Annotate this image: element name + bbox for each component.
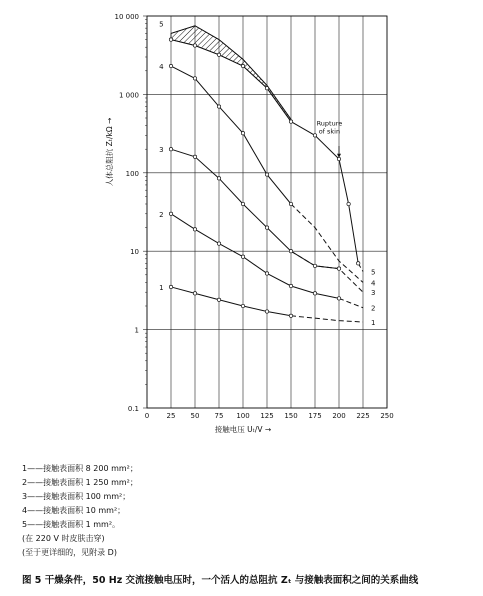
chart-grid bbox=[147, 16, 387, 408]
series-4-point bbox=[193, 77, 196, 80]
legend-note-breakdown: (在 220 V 时皮肤击穿) bbox=[22, 534, 105, 543]
series-5-point bbox=[347, 202, 350, 205]
series-3-point bbox=[169, 147, 172, 150]
y-axis-label: 人体总阻抗 Zₜ/kΩ → bbox=[105, 117, 114, 187]
x-tick-label: 25 bbox=[166, 412, 176, 420]
series-5-end-label: 5 bbox=[371, 268, 376, 277]
series-3-point bbox=[313, 264, 316, 267]
curve-number-label: 3 bbox=[159, 146, 164, 155]
legend bbox=[22, 462, 138, 560]
series-2-point bbox=[169, 212, 172, 215]
legend-line-4: 4——接触表面积 10 mm²； bbox=[22, 506, 126, 515]
y-tick-label: 1 bbox=[134, 326, 139, 335]
series-group bbox=[169, 38, 363, 322]
series-5-point bbox=[217, 53, 220, 56]
curve-number-label: 4 bbox=[159, 63, 164, 72]
x-tick-label: 175 bbox=[308, 412, 322, 420]
legend-line-5: 5——接触表面积 1 mm²。 bbox=[22, 520, 121, 529]
series-1-point bbox=[289, 314, 292, 317]
curve-number-label: 1 bbox=[159, 283, 164, 292]
series-3-point bbox=[337, 267, 340, 270]
series-5-point bbox=[193, 44, 196, 47]
hatched-band bbox=[171, 26, 291, 122]
series-5-point bbox=[169, 38, 172, 41]
curve-number-label: 2 bbox=[159, 210, 164, 219]
series-3-point bbox=[289, 250, 292, 253]
series-1-point bbox=[193, 292, 196, 295]
series-4-point bbox=[265, 173, 268, 176]
series-2-point bbox=[313, 292, 316, 295]
legend-line-3: 3——接触表面积 100 mm²； bbox=[22, 492, 131, 501]
series-2-point bbox=[193, 228, 196, 231]
legend-line-2: 2——接触表面积 1 250 mm²； bbox=[22, 478, 138, 487]
series-5-point bbox=[357, 262, 360, 265]
series-5-point bbox=[241, 64, 244, 67]
series-2-point bbox=[289, 284, 292, 287]
x-tick-label: 150 bbox=[284, 412, 298, 420]
series-1-end-label: 1 bbox=[371, 319, 376, 328]
series-1-point bbox=[217, 298, 220, 301]
chart-labels bbox=[104, 13, 394, 434]
x-tick-label: 125 bbox=[260, 412, 274, 420]
y-tick-label: 10 bbox=[130, 248, 139, 257]
y-tick-label: 10 000 bbox=[114, 13, 139, 21]
y-tick-label: 1 000 bbox=[118, 91, 139, 100]
series-5-point bbox=[289, 120, 292, 123]
series-3-point bbox=[217, 177, 220, 180]
series-4-point bbox=[217, 105, 220, 108]
series-1-point bbox=[265, 310, 268, 313]
rupture-annotation: Rupture of skin bbox=[316, 119, 343, 136]
series-3-point bbox=[241, 202, 244, 205]
figure-caption: 图 5 干燥条件，50 Hz 交流接触电压时，一个活人的总阻抗 Zₜ 与接触表面积之间的关系曲线 bbox=[22, 575, 419, 586]
x-tick-label: 200 bbox=[332, 412, 346, 420]
series-3-point bbox=[265, 226, 268, 229]
series-2-point bbox=[337, 297, 340, 300]
x-tick-label: 75 bbox=[214, 412, 224, 420]
x-tick-label: 225 bbox=[356, 412, 370, 420]
series-5-point bbox=[313, 134, 316, 137]
y-tick-label: 0.1 bbox=[127, 405, 139, 413]
series-4-point bbox=[169, 64, 172, 67]
series-2-point bbox=[265, 272, 268, 275]
series-2-point bbox=[241, 255, 244, 258]
series-5-line bbox=[171, 40, 358, 264]
series-1-dashed-line bbox=[291, 316, 363, 322]
x-tick-label: 100 bbox=[236, 412, 250, 420]
series-3-line bbox=[171, 149, 339, 268]
curve-number-label: 5 bbox=[159, 20, 164, 29]
series-4-point bbox=[289, 202, 292, 205]
series-1-line bbox=[171, 287, 291, 316]
series-3-point bbox=[193, 155, 196, 158]
hatched-area bbox=[171, 26, 291, 122]
series-2-dashed-line bbox=[339, 298, 363, 307]
series-2-end-label: 2 bbox=[371, 304, 376, 313]
series-3-end-label: 3 bbox=[371, 289, 376, 298]
series-4-dashed-line bbox=[291, 204, 363, 282]
series-4-point bbox=[241, 131, 244, 134]
x-axis-label: 接触电压 Uₜ/V → bbox=[214, 425, 272, 434]
series-2-point bbox=[217, 242, 220, 245]
x-tick-label: 50 bbox=[190, 412, 200, 420]
series-1-point bbox=[169, 285, 172, 288]
series-4-line bbox=[171, 66, 291, 204]
legend-line-1: 1——接触表面积 8 200 mm²； bbox=[22, 464, 138, 473]
series-5-point bbox=[265, 86, 268, 89]
legend-note-appendix: (至于更详细的，见附录 D) bbox=[22, 548, 117, 557]
x-tick-label: 0 bbox=[144, 412, 150, 420]
x-tick-label: 250 bbox=[380, 412, 394, 420]
series-1-point bbox=[241, 304, 244, 307]
y-tick-label: 100 bbox=[125, 169, 139, 178]
series-3-dashed-line bbox=[291, 251, 363, 292]
series-4-end-label: 4 bbox=[371, 279, 376, 288]
